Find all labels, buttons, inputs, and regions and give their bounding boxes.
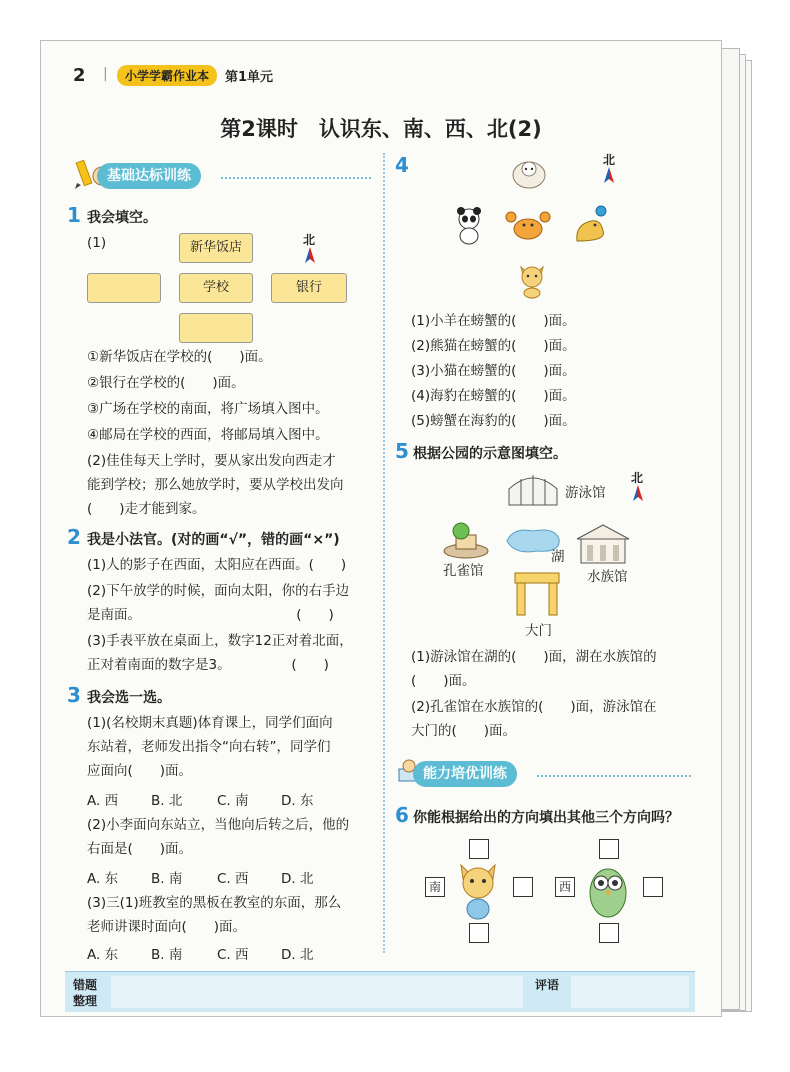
direction-box-right[interactable]: [643, 877, 663, 897]
footer-error-label: 整理: [73, 994, 98, 1008]
header-separator: |: [103, 66, 108, 82]
q1-item: ③广场在学校的南面，将广场填入图中。: [87, 401, 329, 417]
section-advanced-training: 能力培优训练: [413, 761, 517, 787]
crab-icon: [505, 207, 551, 247]
pool-building-icon: [507, 471, 559, 511]
q1-item: ( )走才能到家。: [87, 501, 206, 517]
north-arrow-icon: [604, 167, 614, 189]
q5-item: (2)孔雀馆在水族馆的( )面，游泳馆在: [411, 699, 657, 715]
question-title: 你能根据给出的方向填出其他三个方向吗？: [413, 810, 679, 826]
panda-icon: [451, 205, 487, 249]
peacock-label: 孔雀馆: [443, 563, 484, 579]
direction-box-right[interactable]: [513, 877, 533, 897]
q3-text: (3)三(1)班教室的黑板在教室的东面，那么: [87, 895, 342, 911]
option-a[interactable]: A. 西: [87, 793, 119, 809]
q2-item: (1)人的影子在西面，太阳应在西面。( ): [87, 557, 347, 573]
section-dots: [537, 775, 691, 777]
seal-icon: [571, 205, 615, 249]
q4-item: (1)小羊在螃蟹的( )面。: [411, 313, 576, 329]
question-number: 3: [67, 683, 81, 707]
cat-icon: [453, 859, 503, 925]
north-label: 北: [603, 153, 616, 167]
footer-error-label: 错题: [73, 978, 98, 992]
q4-item: (4)海豹在螃蟹的( )面。: [411, 388, 576, 404]
direction-box-bottom[interactable]: [469, 923, 489, 943]
owl-icon: [583, 859, 633, 925]
footer-comment-label: 评语: [535, 978, 560, 992]
direction-box-bottom[interactable]: [599, 923, 619, 943]
option-c[interactable]: C. 西: [217, 871, 249, 887]
north-label: 北: [303, 233, 316, 247]
page-title: 第2课时 认识东、南、西、北(2): [220, 117, 542, 141]
peacock-house-icon: [441, 519, 491, 563]
question-title: 我会填空。: [87, 210, 157, 226]
q3-text: 右面是( )面。: [87, 841, 193, 857]
map-box-hotel: 新华饭店: [179, 233, 253, 263]
book-name-badge: 小学学霸作业本: [117, 65, 217, 86]
q1-item: ②银行在学校的( )面。: [87, 375, 245, 391]
option-c[interactable]: C. 南: [217, 793, 249, 809]
q5-item: ( )面。: [411, 673, 476, 689]
direction-box-given: 南: [425, 877, 445, 897]
option-a[interactable]: A. 东: [87, 947, 119, 963]
pool-label: 游泳馆: [565, 485, 606, 501]
north-arrow-icon: [305, 247, 315, 269]
section-dots: [221, 177, 371, 179]
lake-label: 湖: [551, 549, 565, 565]
direction-box-top[interactable]: [599, 839, 619, 859]
cat-icon: [515, 261, 549, 303]
q3-text: (1)(名校期末真题)体育课上，同学们面向: [87, 715, 333, 731]
q1-item: 能到学校；那么她放学时，要从学校出发向: [87, 477, 344, 493]
aquarium-label: 水族馆: [587, 569, 628, 585]
section-basic-training: 基础达标训练: [97, 163, 201, 189]
q1-item: ①新华饭店在学校的( )面。: [87, 349, 272, 365]
q4-item: (2)熊猫在螃蟹的( )面。: [411, 338, 576, 354]
q3-text: (2)小李面向东站立，当他向后转之后，他的: [87, 817, 350, 833]
option-a[interactable]: A. 东: [87, 871, 119, 887]
question-title: 我是小法官。(对的画“√”，错的画“×”): [87, 532, 340, 548]
q2-item: (3)手表平放在桌面上，数字12正对着北面，: [87, 633, 353, 649]
question-number: 2: [67, 525, 81, 549]
q1-item: ④邮局在学校的西面，将邮局填入图中。: [87, 427, 329, 443]
part-label: (1): [87, 235, 107, 251]
question-title: 我会选一选。: [87, 690, 171, 706]
q2-item: 正对着南面的数字是3。 ( ): [87, 657, 329, 673]
option-c[interactable]: C. 西: [217, 947, 249, 963]
q3-text: 老师讲课时面向( )面。: [87, 919, 247, 935]
option-b[interactable]: B. 北: [151, 793, 183, 809]
aquarium-building-icon: [573, 523, 633, 569]
q3-text: 应面向( )面。: [87, 763, 193, 779]
sheep-icon: [509, 155, 549, 197]
question-number: 1: [67, 203, 81, 227]
error-notes-area[interactable]: [111, 976, 523, 1008]
column-divider: [383, 153, 385, 953]
q2-item: (2)下午放学的时候，面向太阳，你的右手边: [87, 583, 350, 599]
comment-area[interactable]: [571, 976, 689, 1008]
question-number: 6: [395, 803, 409, 827]
q1-item: (2)佳佳每天上学时，要从家出发向西走才: [87, 453, 336, 469]
option-d[interactable]: D. 北: [281, 871, 314, 887]
q4-item: (5)螃蟹在海豹的( )面。: [411, 413, 576, 429]
direction-box-given: 西: [555, 877, 575, 897]
option-b[interactable]: B. 南: [151, 871, 183, 887]
map-box-west-empty[interactable]: [87, 273, 161, 303]
question-number: 4: [395, 153, 409, 177]
north-label: 北: [631, 471, 644, 485]
q5-item: (1)游泳馆在湖的( )面，湖在水族馆的: [411, 649, 657, 665]
north-arrow-icon: [633, 485, 643, 507]
gate-icon: [509, 571, 565, 621]
q4-item: (3)小猫在螃蟹的( )面。: [411, 363, 576, 379]
unit-label: 第1单元: [225, 70, 274, 85]
map-box-south-empty[interactable]: [179, 313, 253, 343]
map-box-school: 学校: [179, 273, 253, 303]
workbook-page: [40, 40, 722, 1017]
question-title: 根据公园的示意图填空。: [413, 446, 567, 462]
page-number: 2: [73, 65, 86, 86]
direction-box-top[interactable]: [469, 839, 489, 859]
q3-text: 东站着，老师发出指令“向右转”，同学们: [87, 739, 331, 755]
option-d[interactable]: D. 北: [281, 947, 314, 963]
q5-item: 大门的( )面。: [411, 723, 517, 739]
option-d[interactable]: D. 东: [281, 793, 314, 809]
gate-label: 大门: [525, 623, 552, 639]
question-number: 5: [395, 439, 409, 463]
map-box-bank: 银行: [271, 273, 347, 303]
option-b[interactable]: B. 南: [151, 947, 183, 963]
q2-item: 是南面。 ( ): [87, 607, 334, 623]
footer-bar: [65, 971, 695, 1012]
